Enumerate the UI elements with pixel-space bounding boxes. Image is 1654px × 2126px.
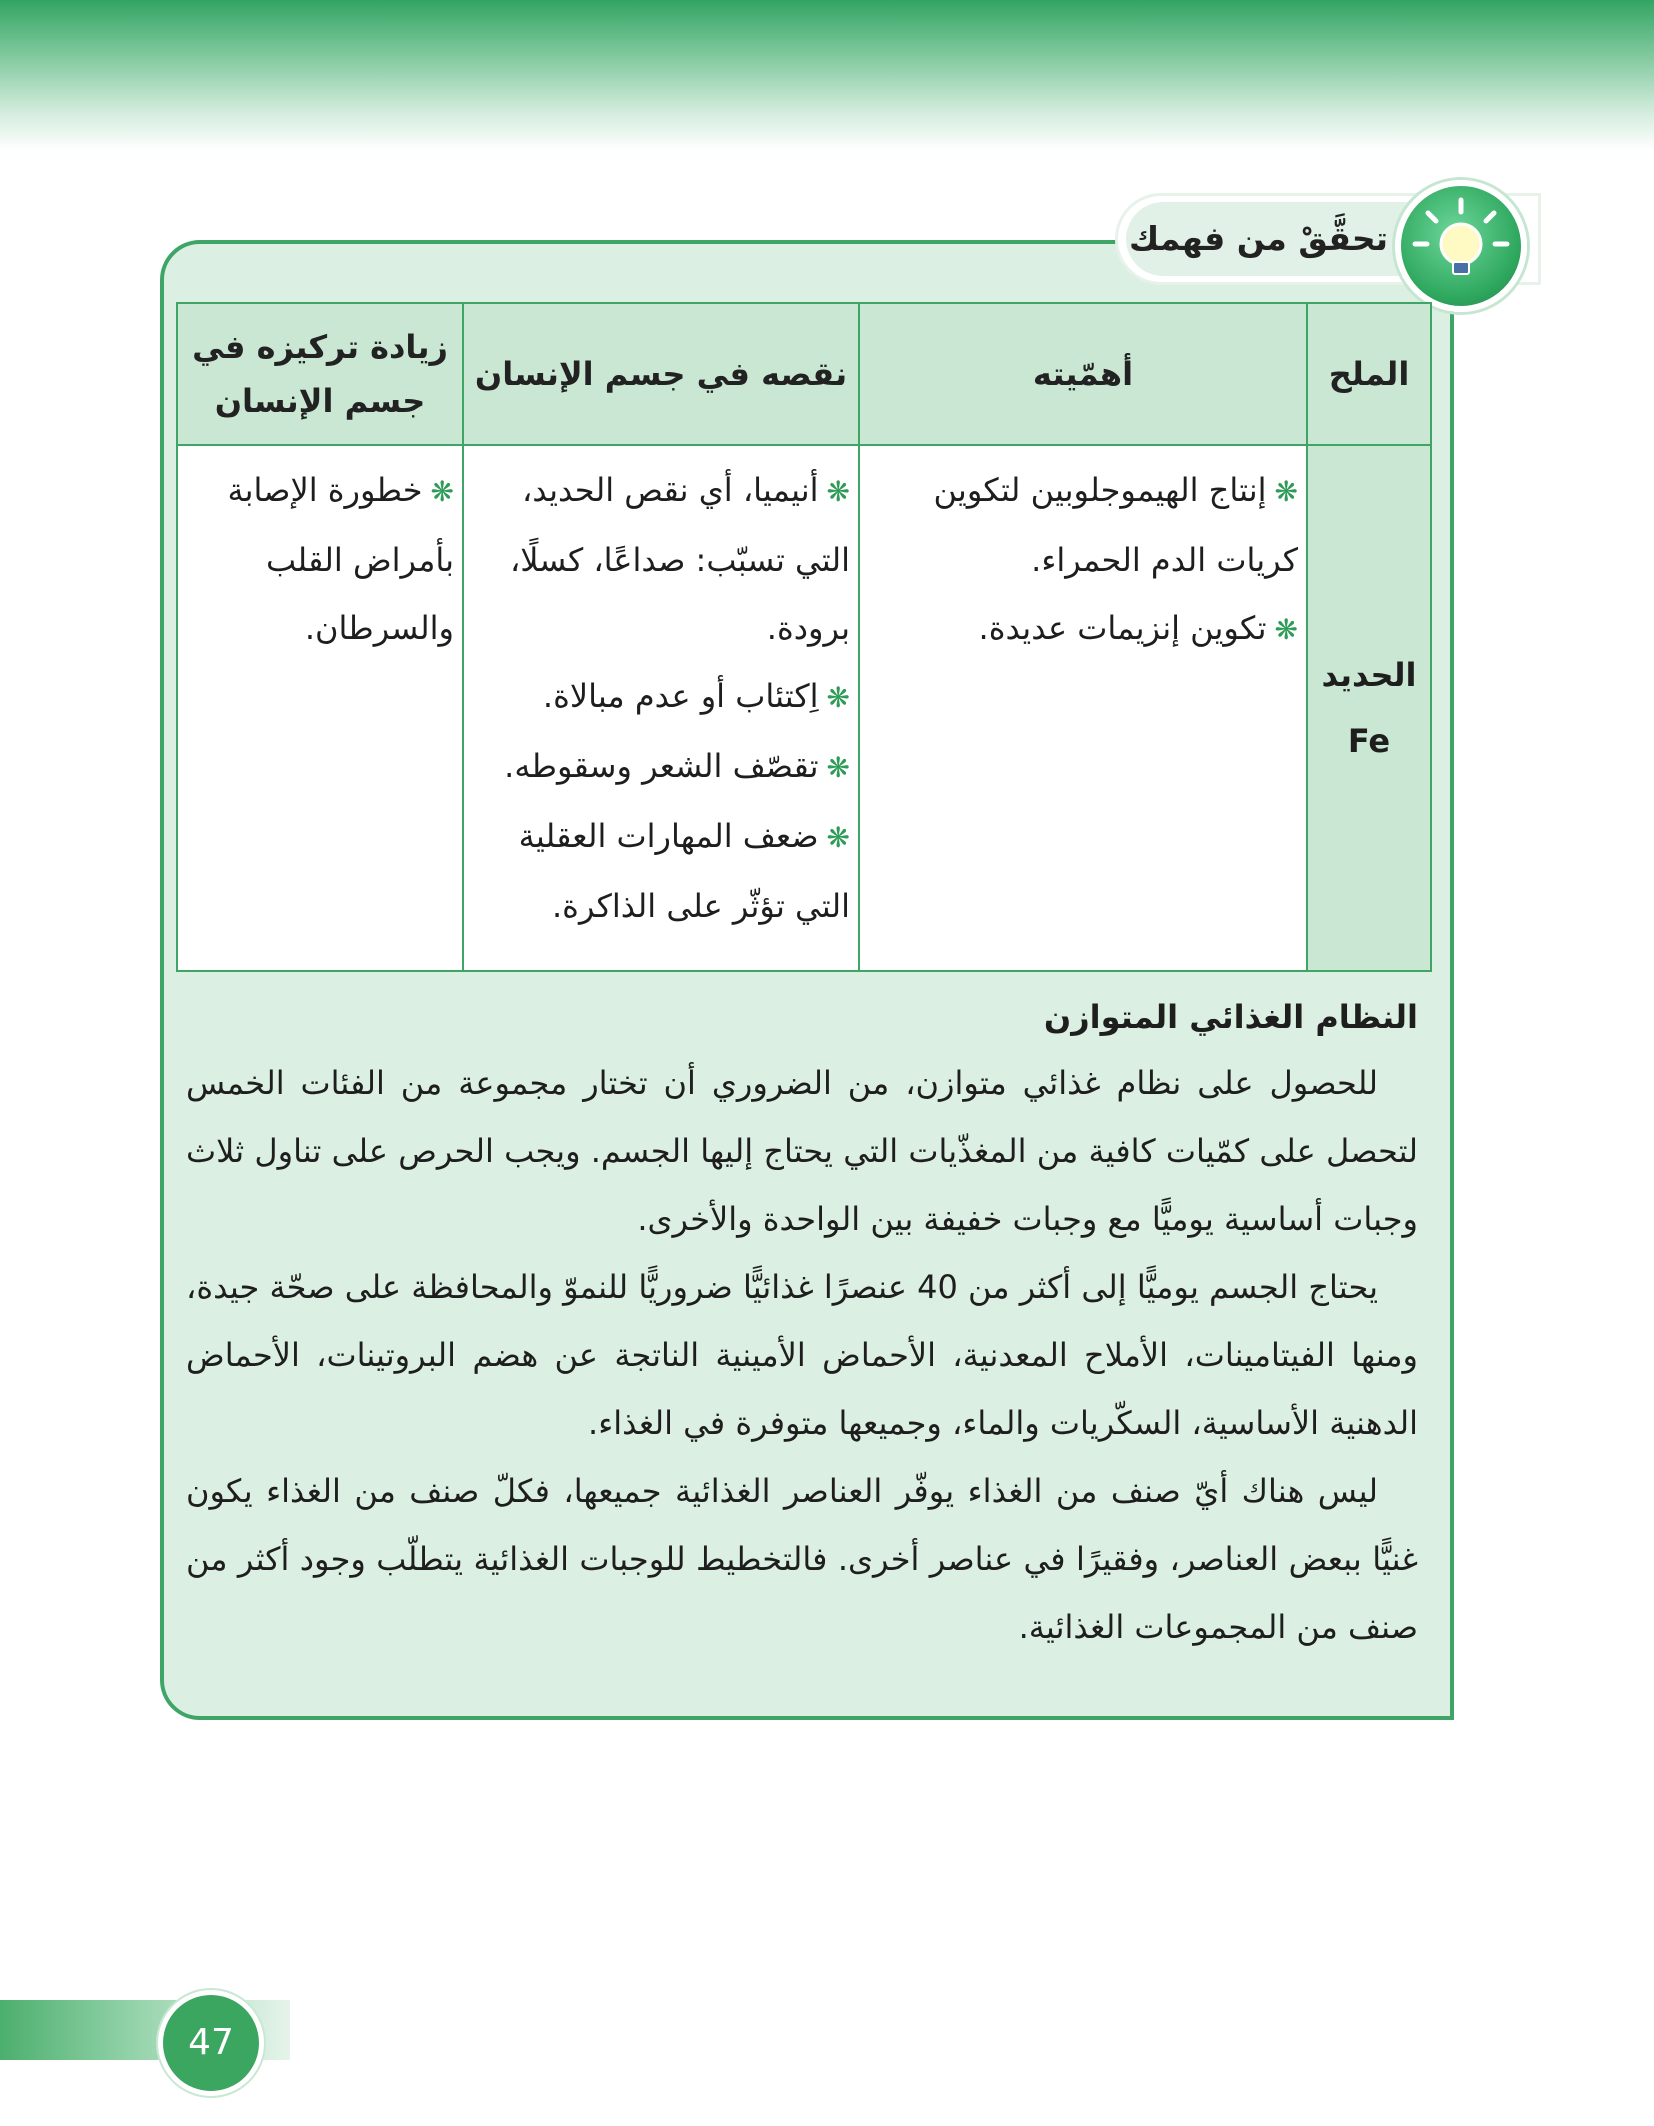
header-deficiency: نقصه في جسم الإنسان: [463, 303, 859, 445]
list-item: [472, 662, 850, 732]
table-header-row: [177, 303, 1431, 445]
deficiency-list: [472, 456, 850, 940]
header-importance: أهمّيته: [859, 303, 1307, 445]
excess-cell: [177, 445, 463, 971]
paragraph: ليس هناك أيّ صنف من الغذاء يوفّر العناصر الغذائية جميعها، فكلّ صنف من الغذاء يكون غنيًّا ببعض العناصر، وفقيرًا في عناصر أخرى. فالتخطيط للوجبات الغذائية يتطلّب وجود أكثر من صنف من المجموعات الغذائية.: [186, 1472, 1418, 1646]
header-excess: زيادة تركيزه في جسم الإنسان: [177, 303, 463, 445]
bullet-icon: ❋: [1274, 475, 1298, 508]
paragraph: يحتاج الجسم يوميًّا إلى أكثر من 40 عنصرًا غذائيًّا ضروريًّا للنموّ والمحافظة على صحّة جيدة، ومنها الفيتامينات، الأملاح المعدنية، الأحماض الأمينية الناتجة عن هضم البروتينات، الأحماض الدهنية الأساسية، السكّريات والماء، وجميعها متوفرة في الغذاء.: [186, 1268, 1418, 1442]
element-cell: [1307, 445, 1431, 971]
balanced-diet-section: [186, 985, 1418, 1661]
bullet-icon: ❋: [826, 751, 850, 784]
importance-text: إنتاج الهيموجلوبين لتكوين كريات الدم الحمراء.: [933, 471, 1298, 579]
lightbulb-icon: [1395, 180, 1527, 312]
minerals-table: [176, 302, 1432, 972]
list-item: [186, 456, 454, 662]
importance-text: تكوين إنزيمات عديدة.: [978, 609, 1267, 647]
table-row: [177, 445, 1431, 971]
deficiency-text: أنيميا، أي نقص الحديد، التي تسبّب: صداعًا، كسلًا، برودة.: [509, 471, 850, 647]
list-item: [472, 802, 850, 940]
list-item: [868, 594, 1298, 664]
deficiency-text: ضعف المهارات العقلية التي تؤثّر على الذاكرة.: [518, 817, 850, 925]
section-title: النظام الغذائي المتوازن: [1043, 998, 1418, 1036]
list-item: [868, 456, 1298, 594]
bullet-icon: ❋: [826, 821, 850, 854]
bullet-icon: ❋: [430, 475, 454, 508]
deficiency-cell: [463, 445, 859, 971]
element-symbol: Fe: [1347, 722, 1391, 760]
excess-list: [186, 456, 454, 662]
deficiency-text: تقصّف الشعر وسقوطه.: [504, 747, 819, 785]
excess-text: خطورة الإصابة بأمراض القلب والسرطان.: [227, 471, 454, 647]
element-name: الحديد: [1321, 656, 1417, 694]
badge-title: تحقَّقْ من فهمك: [1128, 219, 1388, 258]
bullet-icon: ❋: [826, 681, 850, 714]
paragraph: للحصول على نظام غذائي متوازن، من الضروري أن تختار مجموعة من الفئات الخمس لتحصل على كمّيات كافية من المغذّيات التي يحتاج إليها الجسم. ويجب الحرص على تناول ثلاث وجبات أساسية يوميًّا مع وجبات خفيفة بين الواحدة والأخرى.: [186, 1064, 1418, 1238]
list-item: [472, 732, 850, 802]
page-number: 47: [158, 1990, 264, 2096]
list-item: [472, 456, 850, 662]
importance-cell: [859, 445, 1307, 971]
bullet-icon: ❋: [1274, 613, 1298, 646]
header-salt: الملح: [1307, 303, 1431, 445]
bullet-icon: ❋: [826, 475, 850, 508]
deficiency-text: اِكتئاب أو عدم مبالاة.: [542, 677, 819, 715]
top-header-band: [0, 0, 1654, 150]
importance-list: [868, 456, 1298, 664]
